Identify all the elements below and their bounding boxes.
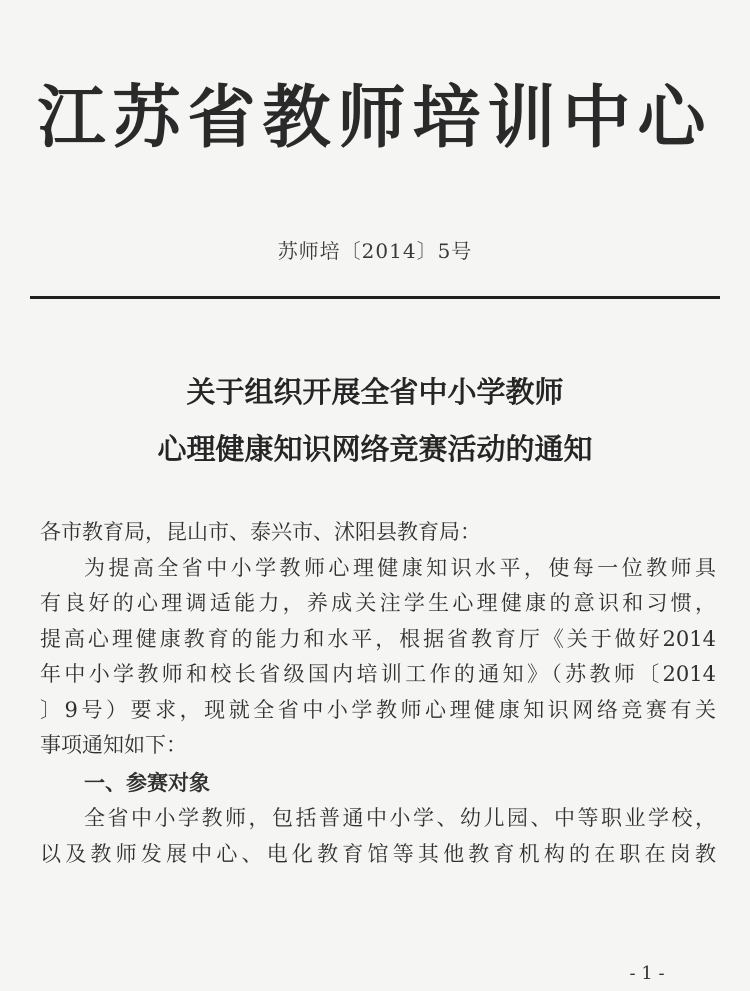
document-number: 苏师培〔2014〕5号 [277,239,473,263]
paragraph-1-line: 为提高全省中小学教师心理健康知识水平，使每一位教师具 [84,555,716,580]
paragraph-2-line: 全省中小学教师，包括普通中小学、幼儿园、中等职业学校， [84,806,716,830]
paragraph-2-line: 以及教师发展中心、电化教育馆等其他教育机构的在职在岗教 [40,841,716,866]
notice-title-line-2: 心理健康知识网络竞赛活动的通知 [157,432,593,466]
paragraph-1-line: 事项通知如下： [40,733,187,757]
greeting-line: 各市教育局，昆山市、泰兴市、沭阳县教育局： [40,520,481,544]
notice-title-line-1: 关于组织开展全省中小学教师 [186,375,564,409]
header-divider [30,296,720,299]
page-number: - 1 - [629,963,665,984]
issuing-organization-title: 江苏省教师培训中心 [37,78,713,158]
section-heading-participants: 一、参赛对象 [84,770,210,795]
paragraph-1-line: 年中小学教师和校长省级国内培训工作的通知》（苏教师〔2014 [40,662,716,686]
notice-body [40,515,716,872]
paragraph-1-line: 〕9号）要求，现就全省中小学教师心理健康知识网络竞赛有关 [40,697,716,722]
paragraph-1-line: 提高心理健康教育的能力和水平，根据省教育厅《关于做好2014 [40,626,716,651]
paragraph-1-line: 有良好的心理调适能力，养成关注学生心理健康的意识和习惯， [40,591,716,615]
